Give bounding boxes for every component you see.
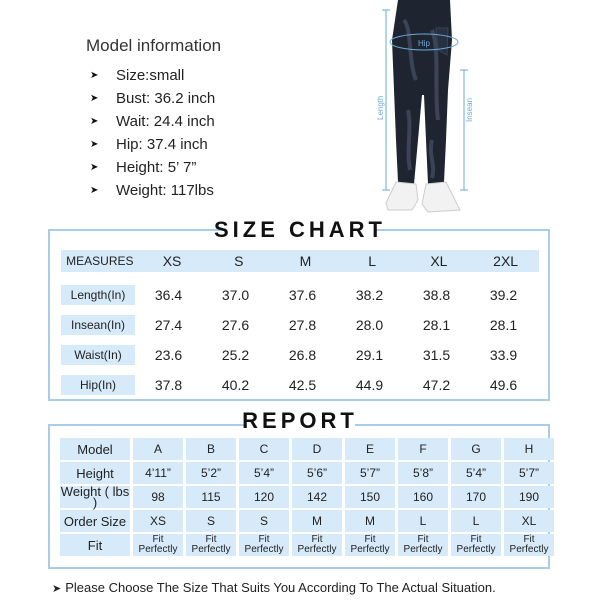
report-cell: XS [133, 510, 183, 532]
report-row-label: Model [60, 438, 130, 460]
size-chart-row [61, 370, 541, 400]
report-cell: H [504, 438, 554, 460]
report-cell: Fit Perfectly [345, 534, 395, 556]
size-chart-cell: 36.4 [154, 287, 183, 303]
size-chart-title: SIZE CHART [214, 217, 386, 242]
model-info-item: ➤ Size:small [90, 64, 221, 87]
size-chart-cell: 27.6 [221, 317, 250, 333]
report-cell: L [398, 510, 448, 532]
size-chart-cell: 37.0 [221, 287, 250, 303]
inseam-label: Insean [465, 97, 474, 122]
report-cell: A [133, 438, 183, 460]
size-chart-row-label: Insean(In) [61, 315, 135, 335]
report-row-order-size [60, 510, 554, 532]
size-chart-cell: 27.4 [154, 317, 183, 333]
model-info-item: ➤ Hip: 37.4 inch [90, 133, 221, 156]
report-row-weight [60, 486, 554, 508]
report-cell: Fit Perfectly [292, 534, 342, 556]
report-table [57, 436, 557, 558]
size-chart-row-label: Hip(In) [61, 375, 135, 395]
size-chart-size: M [299, 253, 312, 269]
size-chart-size: XL [430, 253, 448, 269]
arrow-right-icon: ➤ [90, 162, 99, 173]
report-cell: B [186, 438, 236, 460]
report-cell: 142 [292, 486, 342, 508]
size-chart-header-label: MEASURES [66, 254, 134, 268]
report-cell: E [345, 438, 395, 460]
size-chart-cell: 47.2 [422, 377, 451, 393]
size-chart-cell: 29.1 [355, 347, 384, 363]
arrow-right-icon: ➤ [90, 139, 99, 150]
size-advice-note [52, 580, 496, 595]
size-chart-size: L [368, 253, 377, 269]
report-cell: Fit Perfectly [186, 534, 236, 556]
report-cell: 160 [398, 486, 448, 508]
length-label: Length [376, 95, 385, 120]
size-chart-cell: 28.1 [489, 317, 518, 333]
report-cell: D [292, 438, 342, 460]
report-cell: Fit Perfectly [504, 534, 554, 556]
size-chart-cell: 25.2 [221, 347, 250, 363]
size-chart-size: S [234, 253, 244, 269]
report-cell: C [239, 438, 289, 460]
size-chart-size: XS [162, 253, 182, 269]
report-cell: 5’4” [239, 462, 289, 484]
size-chart-cell: 31.5 [422, 347, 451, 363]
report-cell: 120 [239, 486, 289, 508]
model-information-list [86, 64, 221, 202]
size-chart-row-label: Length(In) [61, 285, 135, 305]
size-chart-cell: 37.6 [288, 287, 317, 303]
report-cell: 190 [504, 486, 554, 508]
report-cell: 170 [451, 486, 501, 508]
model-figure [368, 0, 488, 225]
report-row-model [60, 438, 554, 460]
hip-label: Hip [418, 39, 431, 48]
report-cell: 4’11” [133, 462, 183, 484]
report-cell: 5’8” [398, 462, 448, 484]
report-row-label: Order Size [60, 510, 130, 532]
report-cell: 5’7” [345, 462, 395, 484]
size-advice-text: Please Choose The Size That Suits You According To The Actual Situation. [65, 580, 496, 595]
size-chart-header-row [61, 250, 539, 272]
report-cell: 5’2” [186, 462, 236, 484]
report-cell: F [398, 438, 448, 460]
report-cell: Fit Perfectly [239, 534, 289, 556]
size-chart-cell: 40.2 [221, 377, 250, 393]
report-cell: 115 [186, 486, 236, 508]
model-info-item: ➤ Bust: 36.2 inch [90, 87, 221, 110]
report-cell: G [451, 438, 501, 460]
arrow-right-icon: ➤ [90, 93, 99, 104]
size-chart-cell: 38.2 [355, 287, 384, 303]
size-chart-cell: 44.9 [355, 377, 384, 393]
right-shoe [422, 182, 460, 212]
size-chart-cell: 39.2 [489, 287, 518, 303]
report-row-label: Height [60, 462, 130, 484]
report-cell: M [345, 510, 395, 532]
report-cell: 98 [133, 486, 183, 508]
arrow-right-icon: ➤ [90, 70, 99, 81]
size-chart-cell: 42.5 [288, 377, 317, 393]
report-cell: 5’6” [292, 462, 342, 484]
size-chart-row [61, 310, 541, 340]
report-title: REPORT [242, 408, 358, 433]
left-shoe [386, 182, 418, 210]
size-chart-row [61, 340, 541, 370]
size-chart-size: 2XL [493, 253, 519, 269]
report-cell: M [292, 510, 342, 532]
size-chart-cell: 23.6 [154, 347, 183, 363]
report-row-fit [60, 534, 554, 556]
report-row-height [60, 462, 554, 484]
report-cell: Fit Perfectly [398, 534, 448, 556]
report-cell: S [239, 510, 289, 532]
arrow-right-icon: ➤ [52, 583, 62, 595]
size-chart-cell: 33.9 [489, 347, 518, 363]
report-cell: 150 [345, 486, 395, 508]
model-information [86, 36, 221, 202]
model-information-title: Model information [86, 36, 222, 55]
model-info-item: ➤ Height: 5’ 7” [90, 156, 221, 179]
size-chart-cell: 28.0 [355, 317, 384, 333]
arrow-right-icon: ➤ [90, 116, 99, 127]
report-cell: L [451, 510, 501, 532]
size-chart-row [61, 280, 541, 310]
size-chart-cell: 49.6 [489, 377, 518, 393]
size-chart-cell: 28.1 [422, 317, 451, 333]
arrow-right-icon: ➤ [90, 185, 99, 196]
model-info-item: ➤ Wait: 24.4 inch [90, 110, 221, 133]
report-cell: XL [504, 510, 554, 532]
report-row-label: Weight ( lbs ) [60, 484, 130, 510]
model-info-item: ➤ Weight: 117lbs [90, 179, 221, 202]
size-chart-cell: 37.8 [154, 377, 183, 393]
size-chart-table [61, 250, 541, 400]
size-chart-cell: 26.8 [288, 347, 317, 363]
size-chart-cell: 38.8 [422, 287, 451, 303]
size-chart-cell: 27.8 [288, 317, 317, 333]
report-cell: Fit Perfectly [133, 534, 183, 556]
leggings-illustration [368, 0, 488, 225]
report-cell: S [186, 510, 236, 532]
size-chart-row-label: Waist(In) [61, 345, 135, 365]
report-row-label: Fit [60, 534, 130, 556]
report-cell: 5’4” [451, 462, 501, 484]
report-cell: Fit Perfectly [451, 534, 501, 556]
report-cell: 5’7” [504, 462, 554, 484]
